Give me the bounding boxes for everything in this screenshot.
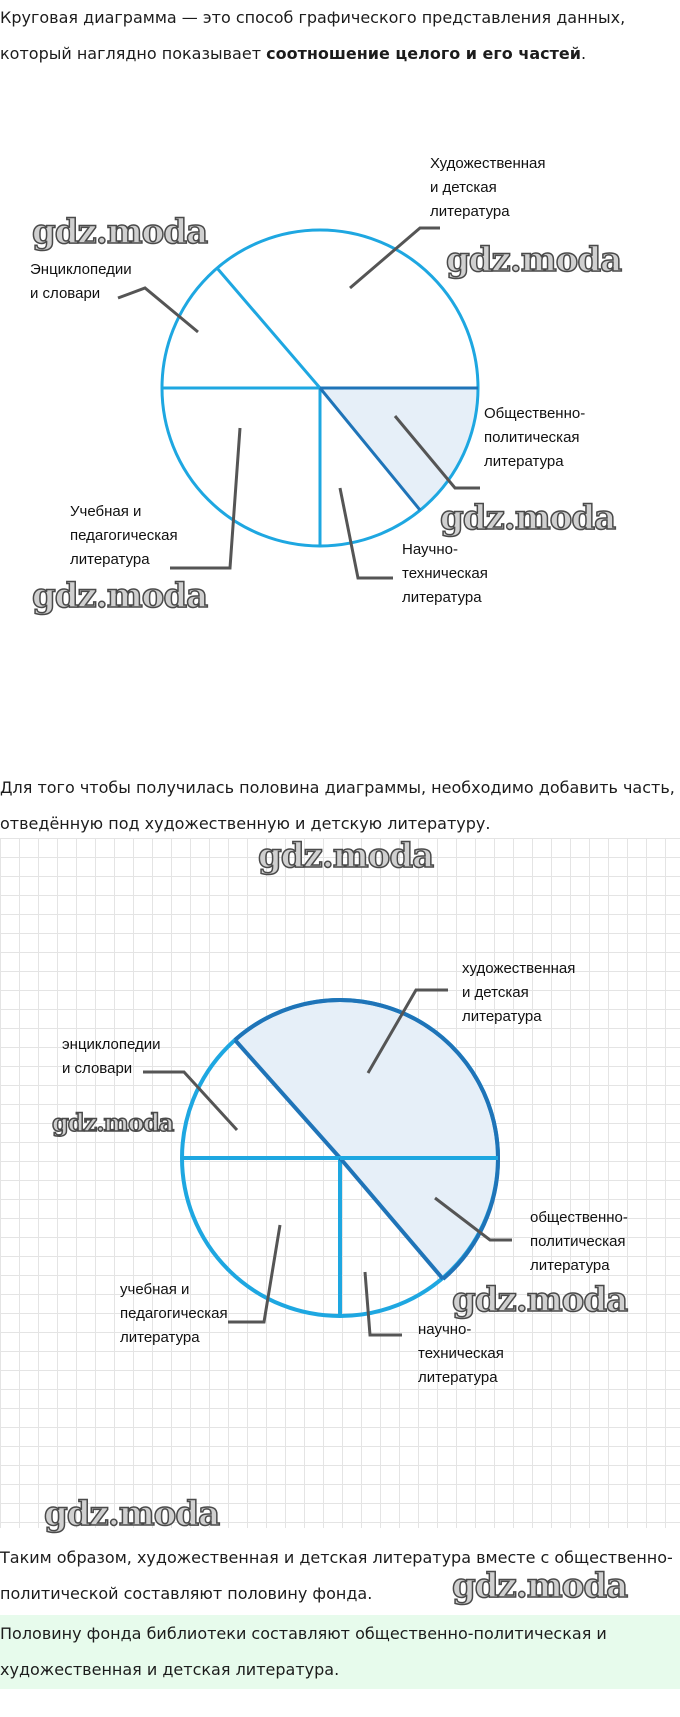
intro-line-2-prefix: который наглядно показывает — [0, 44, 267, 63]
label-art-1: Художественная и детская литература — [430, 155, 546, 220]
watermark: gdz.moda — [452, 1566, 628, 1606]
label-enc-1: Энциклопедии и словари — [30, 261, 132, 302]
watermark: gdz.moda — [446, 240, 622, 280]
intro-line-2-bold: соотношение целого и его частей — [266, 44, 581, 63]
watermark: gdz.moda — [440, 498, 616, 538]
watermark: gdz.moda — [44, 1494, 220, 1534]
conclusion-line-1: Таким образом, художественная и детская литература вместе с общественно- — [0, 1548, 673, 1567]
label-edu-1: Учебная и педагогическая литература — [70, 503, 178, 568]
label-edu-2: учебная и педагогическая литература — [120, 1281, 228, 1346]
label-soc-1: Общественно- политическая литература — [484, 405, 586, 470]
intro-line-2-suffix: . — [580, 44, 587, 63]
watermark: gdz.moda — [32, 576, 208, 616]
label-sci-2: научно- техническая литература — [418, 1321, 504, 1386]
label-enc-2: энциклопедии и словари — [62, 1036, 161, 1077]
leader-edu-2 — [228, 1225, 280, 1322]
watermark: gdz.moda — [258, 836, 434, 876]
intro-line-1: Круговая диаграмма — это способ графического представления данных, — [0, 8, 626, 27]
middle-line-1: Для того чтобы получилась половина диаграммы, необходимо добавить часть, — [0, 778, 675, 797]
answer-line-1: Половину фонда библиотеки составляют общественно-политическая и — [0, 1624, 607, 1643]
middle-line-2: отведённую под художественную и детскую литературу. — [0, 814, 491, 833]
watermark: gdz.moda — [32, 212, 208, 252]
highlight-sector-art-social — [235, 1000, 498, 1279]
watermark: gdz.moda — [452, 1280, 628, 1320]
label-soc-2: общественно- политическая литература — [530, 1209, 628, 1274]
watermark: gdz.moda — [52, 1108, 174, 1137]
answer-paragraph — [0, 1616, 680, 1688]
conclusion-line-2: политической составляют половину фонда. — [0, 1584, 373, 1603]
label-art-2: художественная и детская литература — [462, 960, 576, 1025]
label-sci-1: Научно- техническая литература — [402, 541, 488, 606]
answer-line-2: художественная и детская литература. — [0, 1660, 340, 1679]
